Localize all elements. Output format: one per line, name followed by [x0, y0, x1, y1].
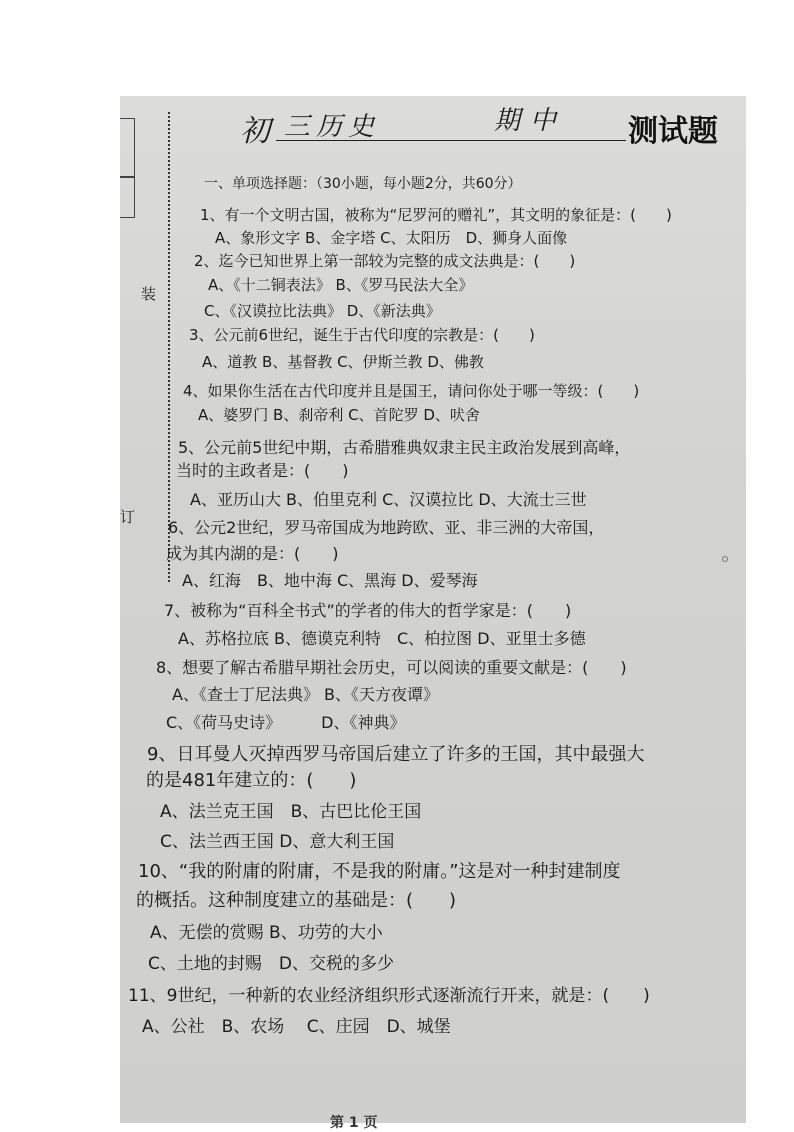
question-stem: 8、想要了解古希腊早期社会历史，可以阅读的重要文献是：( ) [156, 658, 627, 677]
section-header: 一、单项选择题：（30小题，每小题2分，共60分） [204, 176, 522, 192]
question-stem: 3、公元前6世纪，诞生于古代印度的宗教是：( ) [189, 326, 535, 344]
binding-box [120, 118, 135, 178]
question-options: A、象形文字 B、金字塔 C、太阳历 D、狮身人面像 [215, 229, 568, 247]
title-suffix: 测试题 [628, 114, 718, 149]
question-options: A、《十二铜表法》 B、《罗马民法大全》 [208, 276, 474, 294]
title-term-fill: 期中 [494, 106, 567, 136]
question-options: A、红海 B、地中海 C、黑海 D、爱琴海 [182, 571, 478, 590]
page-title [240, 104, 740, 148]
question-stem: 4、如果你生活在古代印度并且是国王，请问你处于哪一等级：( ) [183, 382, 640, 400]
binding-line [168, 112, 170, 582]
question-options: A、公社 B、农场 C、庄园 D、城堡 [142, 1017, 451, 1037]
question-options: C、《汉谟拉比法典》 D、《新法典》 [204, 302, 441, 320]
paper-mark [722, 556, 728, 562]
question-stem: 2、迄今已知世界上第一部较为完整的成文法典是：( ) [194, 252, 576, 270]
question-stem-continued: 的概括。这种制度建立的基础是：( ) [136, 890, 457, 911]
binding-label: 装 [141, 285, 157, 303]
question-options: A、法兰克王国 B、古巴比伦王国 [160, 802, 422, 822]
question-stem-continued: 成为其内湖的是：( ) [166, 544, 339, 563]
question-stem: 10、“我的附庸的附庸，不是我的附庸。”这是对一种封建制度 [138, 861, 621, 882]
question-stem: 7、被称为“百科全书式”的学者的伟大的哲学家是：( ) [164, 601, 572, 620]
question-stem-continued: 的是481年建立的：( ) [146, 770, 357, 791]
question-stem-continued: 当时的主政者是：( ) [176, 461, 349, 480]
question-stem: 6、公元2世纪，罗马帝国成为地跨欧、亚、非三洲的大帝国， [168, 518, 605, 537]
question-options: C、法兰西王国 D、意大利王国 [160, 832, 395, 852]
binding-label: 订 [120, 508, 136, 526]
question-options: A、《查士丁尼法典》 B、《天方夜谭》 [172, 685, 440, 704]
question-options: A、亚历山大 B、伯里克利 C、汉谟拉比 D、大流士三世 [190, 490, 587, 509]
question-options: A、苏格拉底 B、德谟克利特 C、柏拉图 D、亚里士多德 [178, 629, 586, 648]
question-stem: 1、有一个文明古国，被称为“尼罗河的赠礼”，其文明的象征是：( ) [200, 206, 672, 224]
question-options: A、婆罗门 B、刹帝利 C、首陀罗 D、吠舍 [198, 406, 480, 424]
question-stem: 11、9世纪，一种新的农业经济组织形式逐渐流行开来，就是：( ) [128, 986, 650, 1006]
question-options: A、无偿的赏赐 B、功劳的大小 [150, 923, 383, 943]
question-options: A、道教 B、基督教 C、伊斯兰教 D、佛教 [202, 353, 484, 371]
title-subject-fill: 三历史 [284, 112, 381, 142]
question-stem: 9、日耳曼人灭掉西罗马帝国后建立了许多的王国，其中最强大 [147, 744, 645, 765]
question-options: C、土地的封赐 D、交税的多少 [148, 954, 394, 974]
question-options: C、《荷马史诗》 D、《神典》 [166, 713, 406, 732]
title-prefix: 初 [240, 114, 270, 149]
question-stem: 5、公元前5世纪中期，古希腊雅典奴隶主民主政治发展到高峰， [178, 438, 631, 457]
binding-box [120, 176, 135, 218]
page-footer: 第 1 页 [330, 1115, 378, 1131]
